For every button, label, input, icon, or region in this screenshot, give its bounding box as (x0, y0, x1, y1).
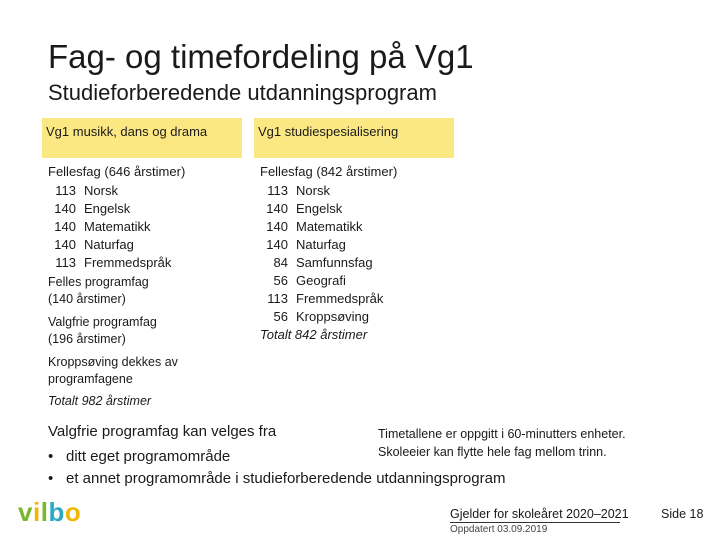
valgfrie-programfag-hours: (196 årstimer) (48, 332, 126, 346)
subject-hours: 140 (266, 201, 288, 216)
subject-name: Fremmedspråk (84, 255, 172, 270)
felles-programfag-hours: (140 årstimer) (48, 292, 126, 306)
right-column-header: Vg1 studiespesialisering (254, 118, 454, 158)
left-subject-list (48, 182, 248, 272)
kroppsoving-note (48, 354, 248, 388)
subject-row (260, 254, 460, 272)
subject-hours: 113 (267, 183, 288, 198)
felles-programfag (48, 274, 248, 308)
subject-hours: 113 (55, 255, 76, 270)
subject-name: Matematikk (296, 219, 363, 234)
list-item (48, 468, 505, 490)
page-number: Side 18 (661, 507, 704, 521)
note-line: Timetallene er oppgitt i 60-minutters enheter. (378, 427, 626, 441)
right-column (260, 163, 460, 344)
subject-row (260, 200, 460, 218)
subject-name: Norsk (296, 183, 330, 198)
subject-row (260, 218, 460, 236)
subject-hours: 140 (266, 237, 288, 252)
subject-name: Fremmedspråk (296, 291, 384, 306)
subject-hours: 113 (55, 183, 76, 198)
subject-hours: 56 (273, 273, 288, 288)
kroppsoving-note-line: Kroppsøving dekkes av (48, 355, 178, 369)
subject-row (260, 236, 460, 254)
subject-name: Engelsk (84, 201, 131, 216)
subject-name: Geografi (296, 273, 346, 288)
subject-hours: 140 (54, 237, 76, 252)
left-column-header: Vg1 musikk, dans og drama (42, 118, 242, 158)
subject-hours: 113 (267, 291, 288, 306)
left-total: Totalt 982 årstimer (48, 394, 152, 408)
vilbo-logo: vilbo (18, 497, 82, 527)
note-line: Skoleeier kan flytte hele fag mellom trinn. (378, 445, 607, 459)
right-fellesfag-title: Fellesfag (842 årstimer) (260, 164, 398, 179)
page-subtitle: Studieforberedende utdanningsprogram (48, 80, 437, 105)
left-column (48, 163, 248, 410)
subject-name: Matematikk (84, 219, 151, 234)
subject-name: Samfunnsfag (296, 255, 373, 270)
subject-row (260, 272, 460, 290)
subject-name: Engelsk (296, 201, 343, 216)
subject-hours: 140 (54, 201, 76, 216)
subject-row (260, 308, 460, 326)
right-subject-list (260, 182, 460, 326)
subject-hours: 140 (266, 219, 288, 234)
subject-row (260, 182, 460, 200)
kroppsoving-note-line: programfagene (48, 372, 133, 386)
right-total: Totalt 842 årstimer (260, 327, 368, 342)
valgfrie-programfag (48, 314, 248, 348)
subject-row (48, 254, 248, 272)
list-item-text: ditt eget programområde (66, 448, 231, 465)
subject-hours: 84 (273, 255, 288, 270)
subject-name: Naturfag (84, 237, 134, 252)
subject-name: Naturfag (296, 237, 346, 252)
bullet-icon: • (48, 448, 54, 465)
page-title: Fag- og timefordeling på Vg1 (48, 38, 474, 75)
valgfrie-title: Valgfrie programfag kan velges fra (48, 423, 277, 440)
subject-hours: 56 (273, 309, 288, 324)
subject-name: Norsk (84, 183, 118, 198)
subject-row (48, 200, 248, 218)
subject-row (48, 218, 248, 236)
bullet-icon: • (48, 470, 54, 487)
valgfrie-programfag-label: Valgfrie programfag (48, 315, 157, 329)
left-fellesfag-title: Fellesfag (646 årstimer) (48, 164, 186, 179)
subject-row (260, 290, 460, 308)
footer-gjelder: Gjelder for skoleåret 2020–2021 (450, 507, 629, 521)
footer-divider (450, 522, 620, 523)
subject-hours: 140 (54, 219, 76, 234)
hours-note (378, 425, 626, 461)
list-item-text: et annet programområde i studieforberedende utdanningsprogram (66, 470, 506, 487)
footer-updated: Oppdatert 03.09.2019 (450, 524, 548, 535)
subject-name: Kroppsøving (296, 309, 369, 324)
subject-row (48, 182, 248, 200)
felles-programfag-label: Felles programfag (48, 275, 149, 289)
subject-row (48, 236, 248, 254)
